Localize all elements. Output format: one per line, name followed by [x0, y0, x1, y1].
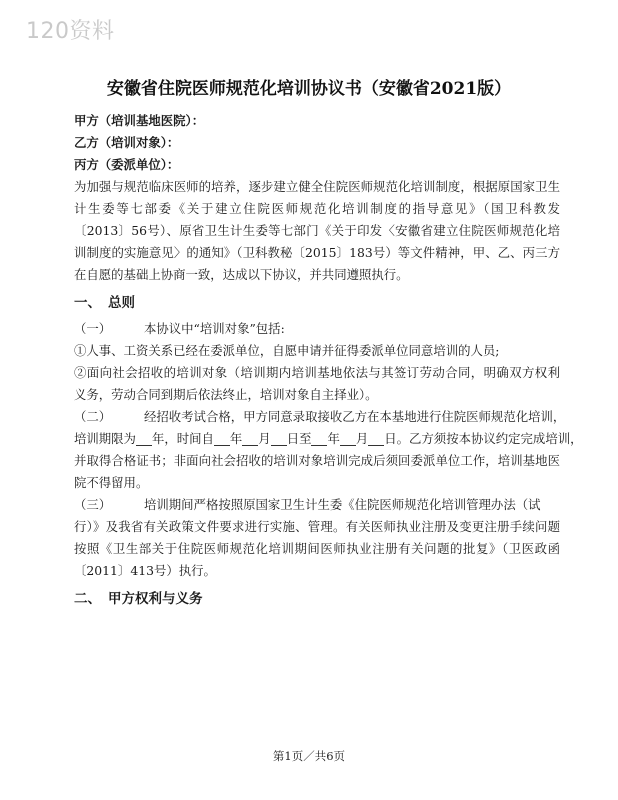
clause-1 [74, 318, 560, 340]
blank-start-day [271, 432, 287, 446]
section-number: 一、 [74, 295, 101, 311]
intro-line: 为加强与规范临床医师的培养，逐步建立健全住院医师规范化培训制度，根据原国家卫生 [74, 179, 560, 194]
clause-text: 培训期间严格按照原国家卫生计生委《住院医师规范化培训管理办法（试 [144, 497, 541, 512]
intro-line: 〔2013〕56号）、原省卫生计生委等七部门《关于印发〈安徽省建立住院医师规范化培 [74, 223, 560, 238]
term-text: 培训期限为 [74, 431, 136, 446]
clause-label: （一） [74, 321, 112, 336]
section-heading-party-a [74, 588, 560, 610]
document-title: 安徽省住院医师规范化培训协议书（安徽省2021版） [106, 79, 512, 99]
clause-label: （三） [74, 497, 112, 512]
party-b-label: 乙方（培训对象）： [74, 135, 180, 150]
clause-2-line: 并取得合格证书；非面向社会招收的培训对象培训完成后须回委派单位工作，培训基地医 [74, 453, 560, 468]
clause-3-line: 按照《卫生部关于住院医师规范化培训期间医师执业注册有关问题的批复》（卫医政函 [74, 541, 560, 556]
term-text: 年 [229, 431, 243, 446]
section-number: 二、 [74, 591, 101, 607]
blank-end-month [340, 432, 356, 446]
clause-3-line: 行）》及我省有关政策文件要求进行实施、管理。有关医师执业注册及变更注册手续问题 [74, 519, 560, 534]
term-text: 日。乙方须按本协议约定完成培训， [384, 431, 583, 446]
section-title: 甲方权利与义务 [108, 591, 203, 607]
intro-line: 训制度的实施意见〉的通知》（卫科教秘〔2015〕183号）等文件精神，甲、乙、丙三方 [74, 245, 560, 260]
party-a-label: 甲方（培训基地医院）： [74, 113, 205, 128]
term-text: 月 [355, 431, 369, 446]
term-text: 日至 [286, 431, 312, 446]
page-footer: 第1页／共6页 [272, 749, 346, 763]
document-body [74, 110, 583, 614]
clause-label: （二） [74, 409, 112, 424]
clause-3 [74, 494, 560, 516]
clause-1-point-2-cont: 义务，劳动合同到期后依法终止，培训对象自主择业）。 [74, 387, 378, 402]
clause-1-point-1: ①人事、工资关系已经在委派单位，自愿申请并征得委派单位同意培训的人员; [74, 343, 500, 358]
blank-end-year [311, 432, 327, 446]
clause-2-term-line [74, 428, 583, 450]
clause-1-point-2: ②面向社会招收的培训对象（培训期内培训基地依法与其签订劳动合同，明确双方权利 [74, 365, 560, 380]
watermark: 120资料 [26, 19, 115, 44]
party-c-label: 丙方（委派单位）： [74, 157, 180, 172]
section-title: 总则 [108, 295, 135, 311]
clause-3-line: 〔2011〕413号）执行。 [74, 563, 216, 578]
term-text: 月 [258, 431, 271, 446]
clause-text: 经招收考试合格，甲方同意录取接收乙方在本基地进行住院医师规范化培训， [144, 409, 566, 424]
blank-start-year [214, 432, 230, 446]
blank-end-day [368, 432, 384, 446]
blank-start-month [242, 432, 258, 446]
intro-paragraph [74, 176, 560, 286]
intro-line: 在自愿的基础上协商一致，达成以下协议，并共同遵照执行。 [74, 267, 409, 282]
intro-line: 计生委等七部委《关于建立住院医师规范化培训制度的指导意见》（国卫科教发 [74, 201, 560, 216]
clause-2-line: 院不得留用。 [74, 475, 149, 490]
term-text: 年，时间自 [151, 431, 214, 446]
term-text: 年 [327, 431, 340, 446]
clause-text: 本协议中“培训对象”包括: [144, 321, 285, 336]
section-heading-general [74, 292, 560, 314]
blank-years [136, 432, 152, 446]
clause-2 [74, 406, 566, 428]
